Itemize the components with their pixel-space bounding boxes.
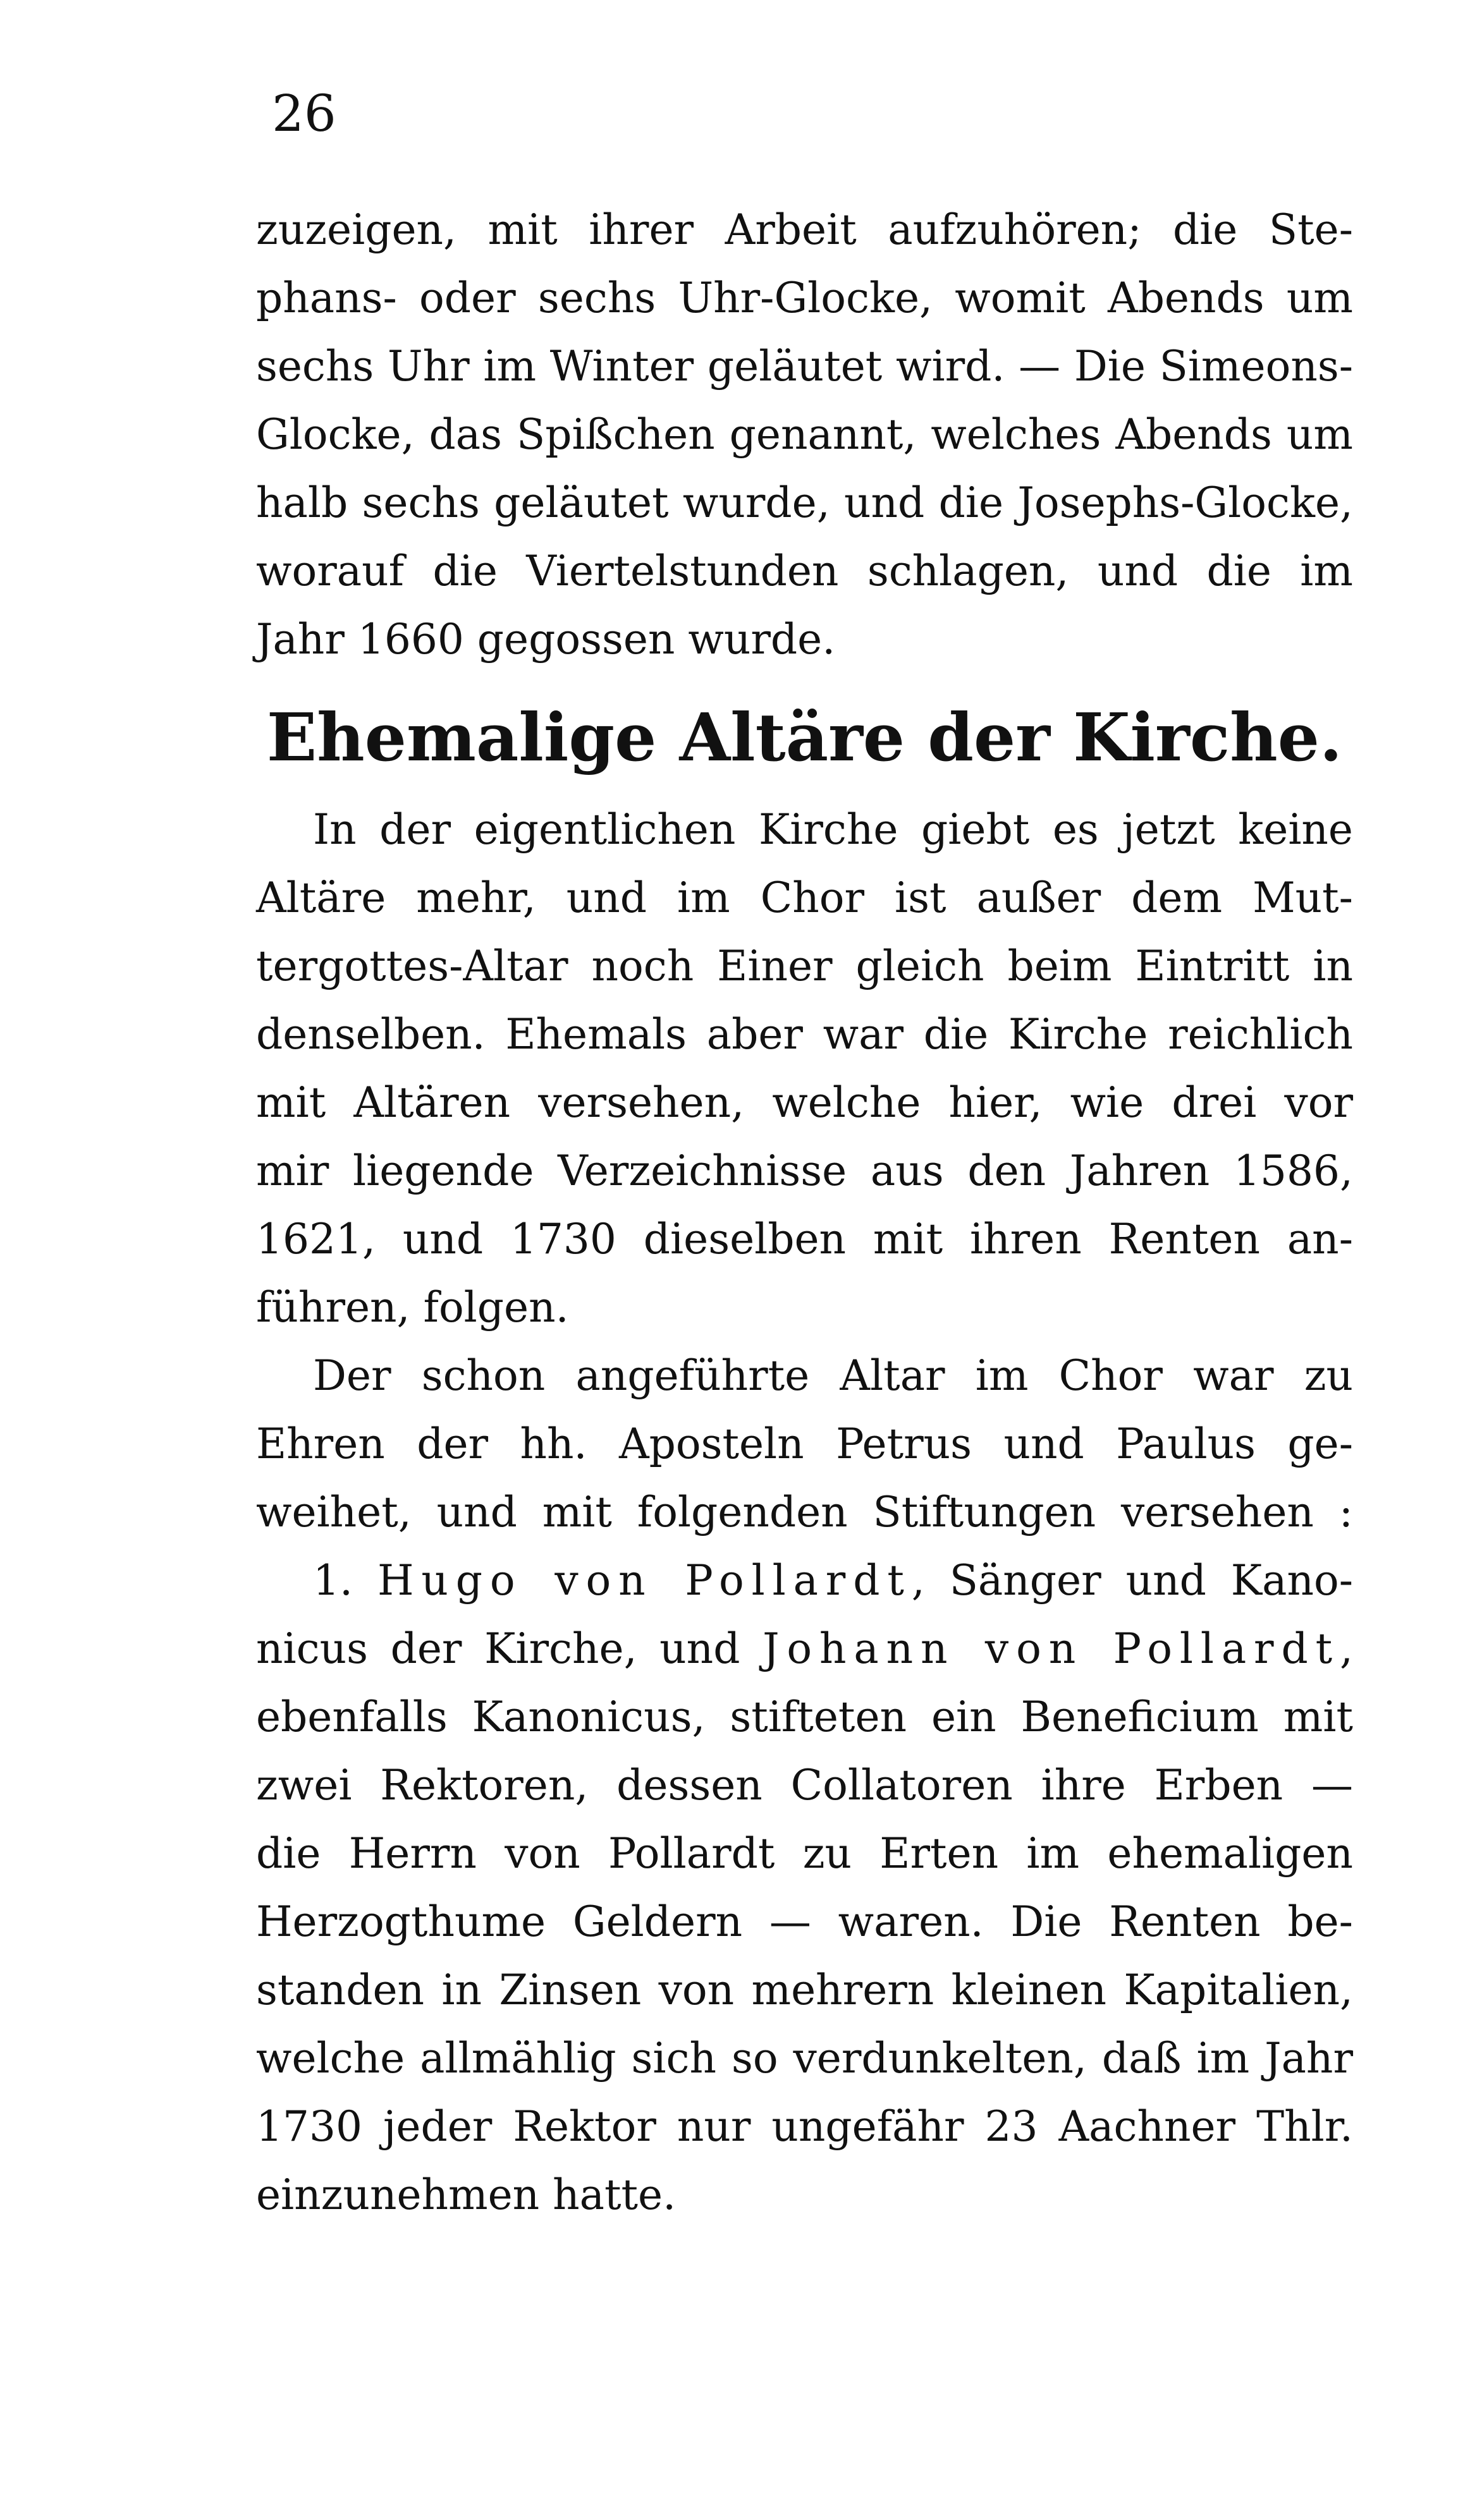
person-name: Johann von Pollardt: [763, 1624, 1340, 1673]
text-fragment: nicus der Kirche, und: [256, 1624, 763, 1673]
paragraph-altars: [256, 796, 1353, 1342]
text-line: Altäre mehr, und im Chor ist außer dem Mut-: [256, 873, 1353, 922]
paragraph-foundation-1: [256, 1547, 1353, 2229]
text-line: die Herrn von Pollardt zu Erten im ehemaligen: [256, 1829, 1353, 1878]
text-line: Der schon angeführte Altar im Chor war zu: [313, 1351, 1353, 1400]
page-body: [256, 196, 1353, 2229]
text-line: mit Altären versehen, welche hier, wie drei vor: [256, 1078, 1353, 1127]
text-line: tergottes-Altar noch Einer gleich beim Eintritt in: [256, 942, 1353, 990]
text-line: worauf die Viertelstunden schlagen, und die im: [256, 547, 1353, 595]
paragraph-bells: [256, 196, 1353, 674]
person-name: Hugo von Pollardt: [377, 1556, 912, 1605]
text-line: standen in Zinsen von mehrern kleinen Kapitalien,: [256, 1966, 1353, 2014]
item-number: 1.: [313, 1556, 353, 1605]
text-line: weihet, und mit folgenden Stiftungen versehen :: [256, 1488, 1353, 1537]
text-line: Glocke, das Spißchen genannt, welches Abends um: [256, 410, 1353, 459]
text-line: mir liegende Verzeichnisse aus den Jahren 1586,: [256, 1147, 1353, 1195]
page-number: 26: [272, 84, 336, 143]
text-line: [256, 1547, 1353, 1615]
text-line: denselben. Ehemals aber war die Kirche reichlich: [256, 1010, 1353, 1059]
text-line: Ehren der hh. Aposteln Petrus und Paulus ge-: [256, 1420, 1353, 1468]
text-line: einzunehmen hatte.: [256, 2170, 677, 2219]
text-line: In der eigentlichen Kirche giebt es jetzt keine: [313, 805, 1353, 854]
text-line: zwei Rektoren, dessen Collatoren ihre Erben —: [256, 1761, 1353, 1810]
text-line: 1730 jeder Rektor nur ungefähr 23 Aachner Thlr.: [256, 2102, 1353, 2151]
text-line: Jahr 1660 gegossen wurde.: [256, 615, 836, 664]
text-line: halb sechs geläutet wurde, und die Josephs-Glocke,: [256, 478, 1353, 527]
text-line: führen, folgen.: [256, 1283, 569, 1332]
text-fragment: , Sänger und Kano-: [911, 1556, 1354, 1605]
text-line: welche allmählig sich so verdunkelten, daß im Jahr: [256, 2034, 1353, 2083]
section-heading: Ehemalige Altäre der Kirche.: [266, 698, 1343, 776]
paragraph-choir-altar: [256, 1342, 1353, 1547]
text-line: phans- oder sechs Uhr-Glocke, womit Abends um: [256, 274, 1353, 322]
text-fragment: ,: [1340, 1624, 1353, 1673]
text-line: ebenfalls Kanonicus, stifteten ein Beneficium mit: [256, 1693, 1353, 1741]
text-line: zuzeigen, mit ihrer Arbeit aufzuhören; die Ste-: [256, 205, 1353, 254]
text-line: 1621, und 1730 dieselben mit ihren Renten an-: [256, 1215, 1353, 1263]
text-line: Herzogthume Geldern — waren. Die Renten be-: [256, 1897, 1353, 1946]
text-line: [256, 1615, 1353, 1683]
text-line: sechs Uhr im Winter geläutet wird. — Die Simeons-: [256, 342, 1353, 391]
